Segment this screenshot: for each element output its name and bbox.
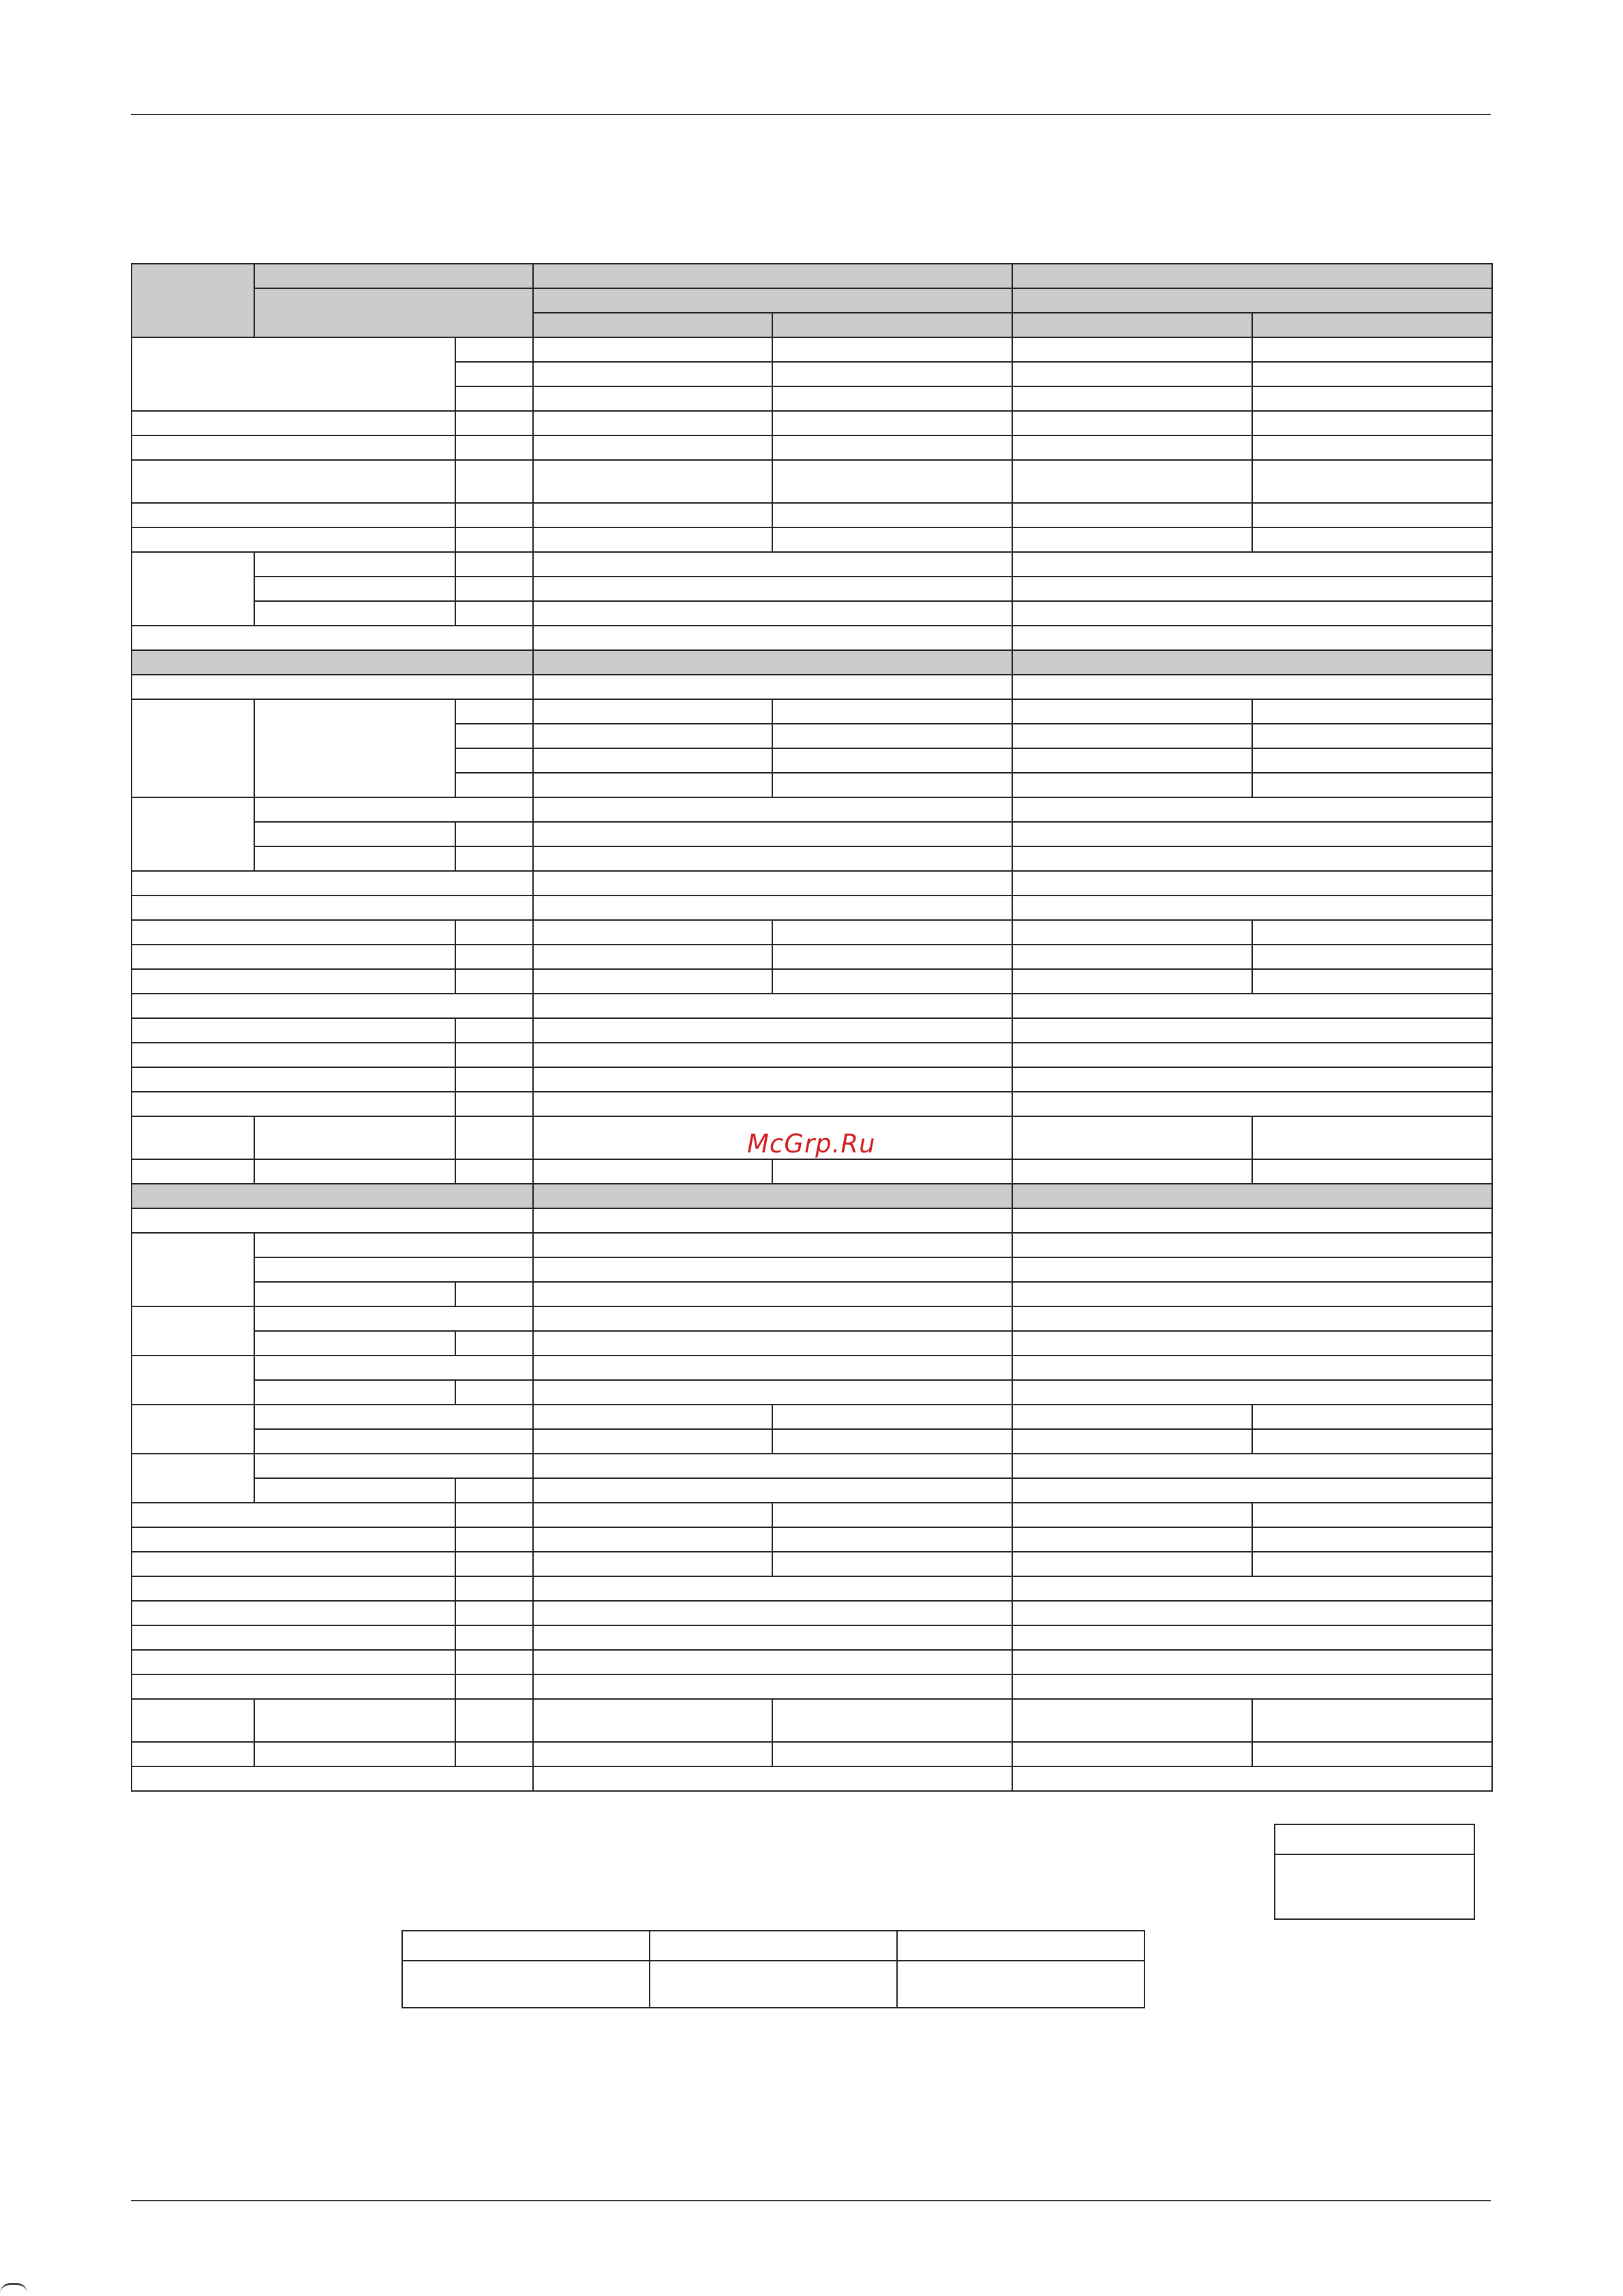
section-header-row bbox=[132, 1184, 1492, 1208]
table-row bbox=[132, 1527, 1492, 1552]
table-row bbox=[132, 1429, 1492, 1454]
table-row bbox=[132, 896, 1492, 920]
table-row bbox=[132, 288, 1492, 313]
table-row bbox=[132, 1043, 1492, 1067]
table-row bbox=[132, 601, 1492, 626]
table-row bbox=[132, 527, 1492, 552]
footer-rule bbox=[131, 2200, 1491, 2201]
table-row bbox=[132, 460, 1492, 503]
notes-box bbox=[1274, 1824, 1475, 1920]
table-row bbox=[132, 1699, 1492, 1742]
table-row bbox=[132, 871, 1492, 896]
table-row bbox=[132, 1306, 1492, 1331]
table-row bbox=[132, 797, 1492, 822]
table-row bbox=[132, 699, 1492, 724]
table-row bbox=[132, 264, 1492, 288]
table-row bbox=[132, 552, 1492, 577]
table-row bbox=[132, 626, 1492, 650]
table-row bbox=[132, 1766, 1492, 1791]
specification-table bbox=[131, 263, 1493, 1792]
table-row bbox=[132, 1674, 1492, 1699]
table-row bbox=[132, 846, 1492, 871]
table-row bbox=[132, 1552, 1492, 1576]
watermark-text: McGrp.Ru bbox=[747, 1129, 876, 1159]
table-row bbox=[132, 1478, 1492, 1503]
table-row bbox=[132, 1092, 1492, 1116]
table-row bbox=[132, 1650, 1492, 1674]
table-row bbox=[132, 1405, 1492, 1429]
table-row bbox=[132, 1282, 1492, 1306]
table-row bbox=[132, 1159, 1492, 1184]
table-row bbox=[132, 945, 1492, 969]
table-row bbox=[132, 1601, 1492, 1625]
table-row bbox=[132, 822, 1492, 846]
table-row bbox=[132, 1454, 1492, 1478]
table-row bbox=[132, 577, 1492, 601]
table-row bbox=[132, 503, 1492, 527]
table-row bbox=[132, 1380, 1492, 1405]
header-rule bbox=[131, 114, 1491, 115]
table-row bbox=[132, 1503, 1492, 1527]
table-row bbox=[132, 1233, 1492, 1257]
table-row bbox=[132, 969, 1492, 994]
table-row bbox=[132, 675, 1492, 699]
table-row bbox=[132, 435, 1492, 460]
section-header-row bbox=[132, 650, 1492, 675]
table-row bbox=[132, 920, 1492, 945]
table-row bbox=[132, 1625, 1492, 1650]
page-corner-mark bbox=[0, 2283, 27, 2293]
table-row bbox=[132, 1576, 1492, 1601]
footnote-table bbox=[401, 1930, 1145, 2008]
table-row bbox=[132, 1067, 1492, 1092]
table-row bbox=[132, 411, 1492, 435]
table-row bbox=[132, 1257, 1492, 1282]
table-row bbox=[132, 337, 1492, 362]
table-row bbox=[132, 1356, 1492, 1380]
table-row bbox=[132, 994, 1492, 1018]
table-row bbox=[132, 1742, 1492, 1766]
table-row bbox=[132, 1331, 1492, 1356]
table-row bbox=[132, 1208, 1492, 1233]
table-row bbox=[132, 1018, 1492, 1043]
